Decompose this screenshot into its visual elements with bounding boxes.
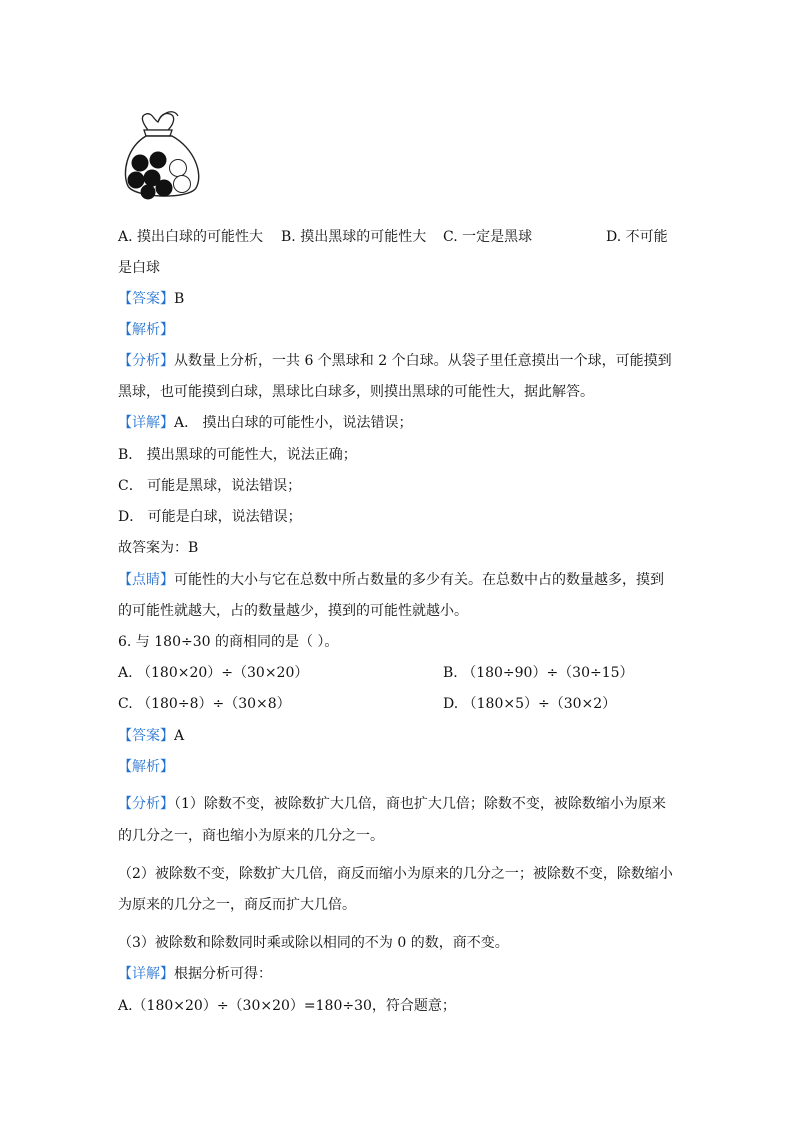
- white-ball: [174, 176, 191, 193]
- q5-jiexi-heading: 【解析】: [118, 322, 174, 338]
- q6-option-d: D. （180×5）÷（30×2）: [443, 696, 617, 712]
- fenxi-tag: 【分析】: [118, 353, 174, 369]
- ball-bag-illustration: [118, 108, 204, 200]
- q6-question: 6. 与 180÷30 的商相同的是（ ）。: [118, 634, 339, 650]
- fenxi-tag: 【分析】: [118, 796, 174, 812]
- q5-dianjing-line2: 的可能性就越大，占的数量越少，摸到的可能性就越小。: [118, 603, 468, 619]
- q6-xiangjie-intro: [118, 964, 272, 984]
- fenxi-text: 从数量上分析，一共 6 个黑球和 2 个白球。从袋子里任意摸出一个球，可能摸到: [174, 353, 672, 369]
- black-ball: [141, 185, 156, 200]
- q5-fenxi-line2: 黑球，也可能摸到白球，黑球比白球多，则摸出黑球的可能性大，据此解答。: [118, 384, 594, 400]
- xiangjie-text: A． 摸出白球的可能性小，说法错误；: [174, 415, 413, 431]
- bag-tie: [144, 130, 172, 136]
- q5-xiangjie-c: C． 可能是黑球，说法错误；: [118, 478, 302, 494]
- white-ball: [170, 160, 187, 177]
- q6-xiangjie-a: A.（180×20）÷（30×20）=180÷30，符合题意；: [118, 998, 456, 1014]
- q6-answer: [118, 726, 184, 746]
- xiangjie-tag: 【详解】: [118, 966, 174, 982]
- fenxi-text: （1）除数不变，被除数扩大几倍，商也扩大几倍；除数不变，被除数缩小为原来: [174, 796, 666, 812]
- q5-conclusion: 故答案为：B: [118, 540, 199, 556]
- q5-option-b: B. 摸出黑球的可能性大: [281, 229, 427, 245]
- black-ball: [156, 180, 173, 197]
- answer-tag: 【答案】: [118, 728, 174, 744]
- xiangjie-tag: 【详解】: [118, 415, 174, 431]
- q5-option-a: A. 摸出白球的可能性大: [118, 229, 264, 245]
- q6-fenxi-rule1-line1: [118, 794, 666, 814]
- q5-xiangjie-b: B． 摸出黑球的可能性大，说法正确；: [118, 447, 357, 463]
- xiangjie-text: 根据分析可得：: [174, 966, 272, 982]
- q5-fenxi-line1: [118, 351, 672, 371]
- q5-xiangjie-d: D． 可能是白球，说法错误；: [118, 509, 302, 525]
- black-ball: [132, 155, 149, 172]
- q6-option-b: B. （180÷90）÷（30÷15）: [443, 665, 634, 681]
- answer-tag: 【答案】: [118, 291, 174, 307]
- q5-answer: [118, 289, 184, 309]
- q6-fenxi-rule2-line2: 为原来的几分之一，商反而扩大几倍。: [118, 897, 356, 913]
- q5-option-d-continued: 是白球: [118, 260, 160, 276]
- q5-dianjing-line1: [118, 570, 664, 590]
- dianjing-tag: 【点睛】: [118, 572, 174, 588]
- q6-option-c: C. （180÷8）÷（30×8）: [118, 696, 291, 712]
- q5-xiangjie-a: [118, 413, 413, 433]
- q5-option-c: C. 一定是黑球: [443, 229, 533, 245]
- q6-fenxi-rule3: （3）被除数和除数同时乘或除以相同的不为 0 的数，商不变。: [118, 935, 509, 951]
- q6-option-a: A. （180×20）÷（30×20）: [118, 665, 309, 681]
- answer-value: A: [174, 728, 185, 744]
- black-ball: [128, 172, 145, 189]
- q5-option-d: D. 不可能: [606, 229, 668, 245]
- answer-value: B: [174, 291, 185, 307]
- q6-fenxi-rule2-line1: （2）被除数不变，除数扩大几倍，商反而缩小为原来的几分之一；被除数不变，除数缩小: [118, 866, 673, 882]
- black-ball: [150, 152, 167, 169]
- dianjing-text: 可能性的大小与它在总数中所占数量的多少有关。在总数中占的数量越多，摸到: [174, 572, 664, 588]
- q6-fenxi-rule1-line2: 的几分之一，商也缩小为原来的几分之一。: [118, 828, 384, 844]
- q6-jiexi-heading: 【解析】: [118, 759, 174, 775]
